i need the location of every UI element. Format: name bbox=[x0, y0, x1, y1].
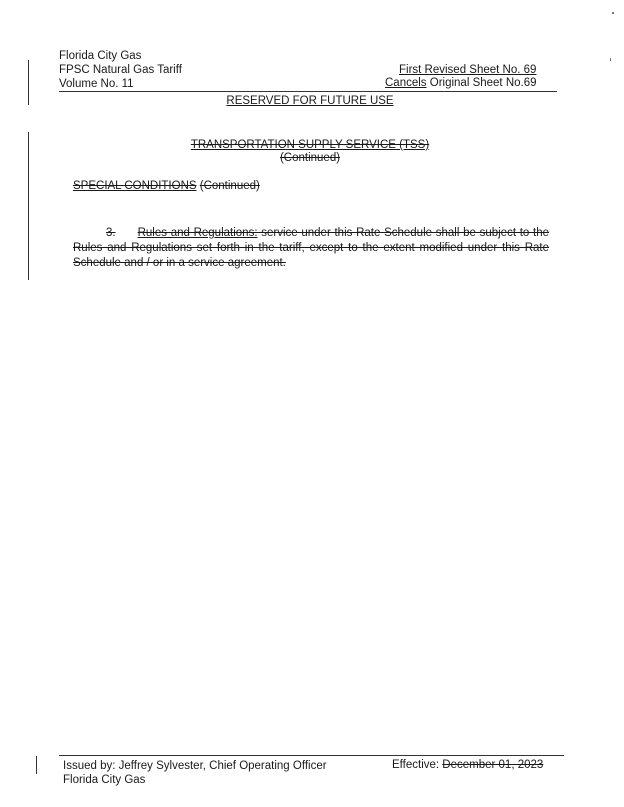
footer-effective-date: December 01, 2023 bbox=[442, 759, 544, 771]
header-sheet-cancels-rest: Original Sheet No.69 bbox=[426, 77, 537, 89]
footer-company: Florida City Gas bbox=[63, 774, 146, 786]
scan-speck bbox=[612, 12, 614, 14]
revision-bar-middle bbox=[28, 132, 29, 280]
section-title: TRANSPORTATION SUPPLY SERVICE (TSS) bbox=[190, 139, 430, 151]
header-tariff: FPSC Natural Gas Tariff bbox=[59, 64, 182, 76]
rules-item-text: service under this Rate Schedule shall be subject to the Rules and Regulations set forth in the tariff, except to the extent modified under this Rate Schedule and / or in a service agreement. bbox=[73, 227, 549, 269]
footer-issued-by: Issued by: Jeffrey Sylvester, Chief Operating Officer bbox=[63, 760, 327, 772]
section-continued: (Continued) bbox=[279, 152, 341, 164]
footer-effective-label: Effective: bbox=[392, 759, 443, 771]
header-volume: Volume No. 11 bbox=[59, 78, 134, 90]
rules-item-title: Rules and Regulations: bbox=[137, 227, 258, 239]
reserved-notice: RESERVED FOR FUTURE USE bbox=[226, 95, 394, 107]
header-sheet-number: First Revised Sheet No. 69 bbox=[399, 64, 537, 76]
conditions-heading bbox=[73, 179, 260, 193]
conditions-heading-continued: (Continued) bbox=[199, 180, 260, 192]
header-rule bbox=[59, 91, 557, 92]
footer-rule bbox=[59, 755, 564, 756]
header-sheet-cancels bbox=[385, 76, 537, 90]
header-sheet-cancels-prefix: Cancels bbox=[385, 77, 427, 89]
revision-bar-footer bbox=[36, 756, 37, 774]
rules-paragraph bbox=[73, 226, 549, 271]
footer-effective bbox=[392, 758, 543, 772]
rules-item-number: 3. bbox=[106, 227, 116, 239]
scan-speck bbox=[610, 58, 611, 61]
header-company: Florida City Gas bbox=[59, 50, 142, 62]
revision-bar-top bbox=[28, 60, 29, 105]
conditions-heading-text: SPECIAL CONDITIONS bbox=[73, 180, 197, 192]
